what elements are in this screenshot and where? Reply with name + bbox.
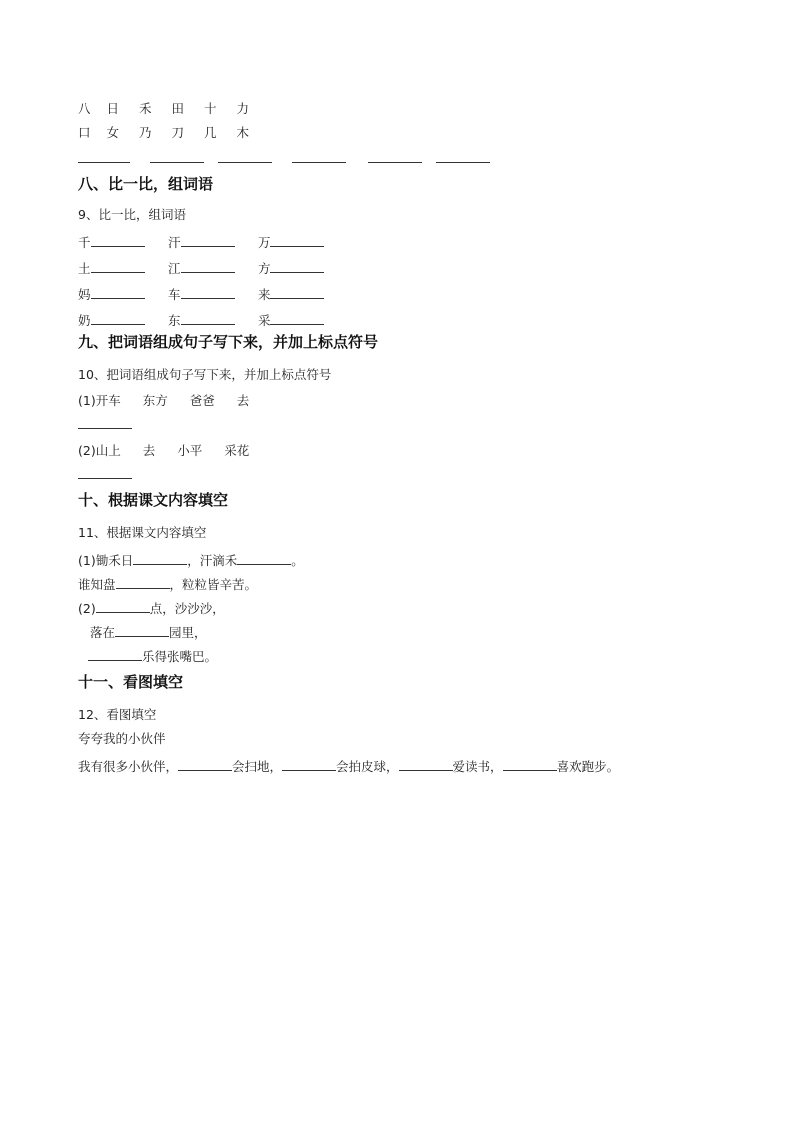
chars-row-1 (78, 100, 249, 118)
char: 千 (78, 235, 91, 250)
answer-blank[interactable] (181, 232, 235, 247)
answer-blank[interactable] (150, 148, 204, 163)
compare-row (78, 232, 324, 252)
poem-text: ，粒粒皆辛苦。 (169, 577, 258, 592)
answer-blank[interactable] (218, 148, 272, 163)
poem-text: 点，沙沙沙， (149, 601, 225, 616)
word: 小平 (177, 443, 203, 458)
char: 来 (257, 287, 271, 302)
answer-blank[interactable] (78, 414, 132, 429)
answer-blank[interactable] (88, 646, 142, 661)
char: 江 (167, 261, 181, 276)
answer-blank[interactable] (115, 622, 169, 637)
char: 禾 (139, 101, 152, 116)
item-number: (2) (78, 443, 96, 458)
poem-text: 谁知盘 (78, 577, 116, 592)
passage-text: 会扫地， (232, 759, 283, 774)
char: 十 (204, 101, 217, 116)
question-label: 11、根据课文内容填空 (78, 525, 207, 540)
passage-text: 我有很多小伙伴， (78, 759, 179, 774)
answer-blank[interactable] (116, 574, 170, 589)
sentence-item-1 (78, 392, 249, 410)
char: 八 (78, 101, 91, 116)
word: 爸爸 (189, 393, 215, 408)
char: 日 (106, 101, 120, 116)
answer-blank[interactable] (133, 550, 187, 565)
answer-blank[interactable] (96, 598, 150, 613)
word: 东方 (142, 393, 168, 408)
passage-sentence (78, 756, 619, 776)
answer-line (78, 464, 132, 484)
poem-line (78, 550, 304, 570)
poem-line (78, 598, 225, 618)
section-heading: 十一、看图填空 (78, 673, 184, 691)
answer-line (78, 414, 132, 434)
char: 方 (257, 261, 271, 276)
answer-blank[interactable] (91, 284, 145, 299)
poem-text: 落在 (90, 625, 116, 640)
passage-text: 爱读书， (452, 759, 503, 774)
answer-blank[interactable] (436, 148, 490, 163)
answer-blank[interactable] (91, 258, 145, 273)
compare-row (78, 258, 324, 278)
answer-blank[interactable] (270, 284, 324, 299)
answer-blank[interactable] (270, 258, 324, 273)
poem-line (90, 622, 207, 642)
sentence-item-2 (78, 442, 249, 460)
char: 汗 (167, 235, 181, 250)
answer-blank[interactable] (78, 148, 130, 163)
passage-text: 会拍皮球， (336, 759, 399, 774)
word: 去 (236, 393, 250, 408)
section-heading: 九、把词语组成句子写下来，并加上标点符号 (78, 333, 379, 351)
char: 东 (167, 313, 181, 328)
char: 刀 (171, 125, 185, 140)
char: 木 (236, 125, 250, 140)
char: 妈 (78, 287, 91, 302)
poem-text: (1)锄禾日 (78, 553, 134, 568)
answer-blank[interactable] (270, 310, 324, 325)
char: 奶 (78, 313, 91, 328)
answer-blank[interactable] (399, 756, 453, 771)
answer-blank[interactable] (368, 148, 422, 163)
item-number: (1) (78, 393, 96, 408)
answer-blank[interactable] (181, 284, 235, 299)
answer-blank[interactable] (178, 756, 232, 771)
answer-blank[interactable] (282, 756, 336, 771)
answer-blank[interactable] (78, 464, 132, 479)
question-label: 9、比一比，组词语 (78, 207, 186, 222)
char: 土 (78, 261, 91, 276)
answer-blank[interactable] (292, 148, 346, 163)
answer-blank[interactable] (91, 310, 145, 325)
char: 力 (236, 101, 250, 116)
passage-title: 夸夸我的小伙伴 (78, 731, 166, 746)
char: 乃 (139, 125, 152, 140)
poem-line (78, 574, 257, 594)
answer-blank[interactable] (270, 232, 324, 247)
answer-blank[interactable] (91, 232, 145, 247)
char: 田 (171, 101, 185, 116)
answer-blank[interactable] (181, 258, 235, 273)
char: 采 (257, 313, 271, 328)
section-heading: 十、根据课文内容填空 (78, 491, 229, 509)
char: 口 (78, 125, 91, 140)
char: 车 (167, 287, 181, 302)
compare-row (78, 310, 324, 330)
char: 万 (257, 235, 271, 250)
poem-text: (2) (78, 601, 96, 616)
word: 采花 (224, 443, 250, 458)
blank-row (78, 148, 490, 168)
answer-blank[interactable] (181, 310, 235, 325)
poem-text: 乐得张嘴巴。 (142, 649, 218, 664)
answer-blank[interactable] (237, 550, 291, 565)
poem-line (88, 646, 217, 666)
question-label: 12、看图填空 (78, 707, 157, 722)
compare-row (78, 284, 324, 304)
chars-row-2 (78, 124, 249, 142)
poem-text: 。 (291, 553, 304, 568)
passage-text: 喜欢跑步。 (556, 759, 620, 774)
question-label: 10、把词语组成句子写下来，并加上标点符号 (78, 367, 332, 382)
section-heading: 八、比一比，组词语 (78, 175, 214, 193)
poem-text: 园里， (169, 625, 207, 640)
word: 去 (142, 443, 156, 458)
answer-blank[interactable] (503, 756, 557, 771)
word: 山上 (95, 443, 121, 458)
char: 几 (204, 125, 217, 140)
char: 女 (106, 125, 120, 140)
word: 开车 (95, 393, 121, 408)
poem-text: ，汗滴禾 (187, 553, 238, 568)
